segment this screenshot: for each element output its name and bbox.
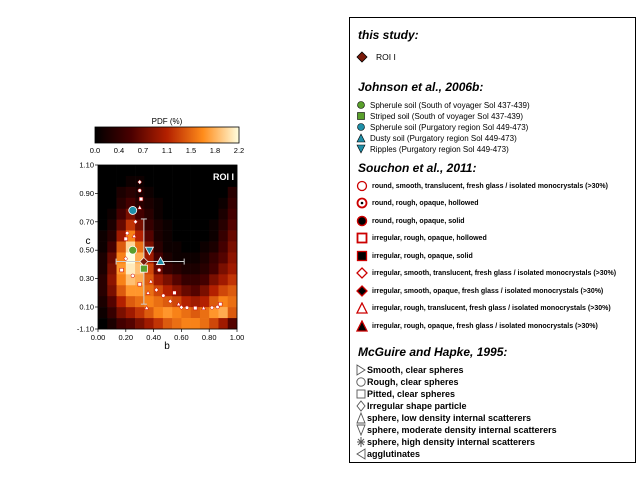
colorbar-tick-label: 2.2 [233, 146, 245, 155]
heat-cell [209, 220, 219, 231]
legend-item-roi [356, 51, 396, 63]
heat-cell [126, 285, 136, 296]
heat-cell [107, 176, 117, 187]
heat-cell [181, 242, 191, 253]
heat-cell [209, 252, 219, 263]
heat-cell [154, 318, 164, 329]
heat-cell [191, 296, 201, 307]
heat-cell [209, 231, 219, 242]
spherule-soil-purgatory-point [129, 206, 137, 214]
heat-cell [200, 285, 210, 296]
y-tick-label: 0.70 [79, 217, 94, 227]
legend-souchon-title: Souchon et al., 2011: [358, 161, 477, 175]
legend-item-label: Dusty soil (Purgatory region Sol 449-473) [370, 133, 517, 143]
legend-item-label: irregular, rough, translucent, fresh glass / isolated monocrystals (>30%) [372, 304, 611, 312]
reference-point [138, 282, 142, 286]
heat-cell [117, 285, 127, 296]
legend-item-label: round, rough, opaque, solid [372, 217, 465, 225]
legend-item-label: ROI I [376, 52, 396, 62]
legend-item-label: round, rough, opaque, hollowed [372, 199, 479, 207]
reference-point [139, 197, 143, 201]
red-black-triangle-icon [356, 320, 368, 332]
legend-item-label: Rough, clear spheres [367, 377, 459, 387]
legend-item-mcguire-3 [356, 388, 455, 400]
heat-cell [117, 318, 127, 329]
heat-cell [191, 187, 201, 198]
heat-cell [209, 318, 219, 329]
red-black-diamond-icon [356, 285, 368, 297]
y-tick-label: 0.10 [79, 302, 94, 312]
heat-cell [163, 198, 173, 209]
heat-cell [191, 285, 201, 296]
heat-cell [209, 263, 219, 274]
heat-cell [144, 220, 154, 231]
legend-item-souchon-4 [356, 232, 487, 244]
heat-cell [154, 274, 164, 285]
heat-cell [200, 252, 210, 263]
heat-cell [126, 307, 136, 318]
heat-cell [144, 176, 154, 187]
legend-item-souchon-1 [356, 180, 608, 192]
red-open-square-icon [356, 232, 368, 244]
y-tick-label: -1.10 [76, 324, 94, 334]
heat-cell [117, 274, 127, 285]
heat-cell [154, 165, 164, 176]
legend-item-mcguire-8 [356, 448, 420, 460]
heat-cell [181, 285, 191, 296]
heat-cell [228, 263, 238, 274]
heat-cell [200, 263, 210, 274]
green-circle-icon [356, 100, 366, 110]
heat-cell [172, 263, 182, 274]
heat-cell [98, 318, 108, 329]
heat-cell [107, 263, 117, 274]
heat-cell [218, 209, 228, 220]
y-ticks [77, 161, 98, 334]
heat-cell [163, 220, 173, 231]
red-black-square-icon [356, 250, 368, 262]
heat-cell [200, 274, 210, 285]
heat-cell [191, 318, 201, 329]
heat-cell [154, 209, 164, 220]
heat-cell [200, 209, 210, 220]
triangle-up-icon [356, 412, 366, 424]
heat-cell [228, 296, 238, 307]
legend-item-label: Striped soil (South of voyager Sol 437-439) [370, 111, 523, 121]
heat-cell [191, 242, 201, 253]
heat-cell [172, 318, 182, 329]
heat-cell [117, 198, 127, 209]
heat-cell [107, 231, 117, 242]
legend-mcguire-title: McGuire and Hapke, 1995: [358, 345, 508, 359]
triangle-down-icon [356, 424, 366, 436]
heat-cell [154, 231, 164, 242]
spherule-soil-south-point [129, 246, 137, 254]
heat-cell [191, 274, 201, 285]
x-tick-label: 0.40 [146, 333, 161, 342]
legend-item-mcguire-6 [356, 424, 557, 436]
heat-cell [154, 176, 164, 187]
x-axis-label: b [164, 341, 170, 352]
reference-point [124, 237, 128, 241]
heat-cell [144, 274, 154, 285]
heat-cell [181, 318, 191, 329]
heat-cell [200, 220, 210, 231]
heat-cell [144, 165, 154, 176]
heat-cell [107, 209, 117, 220]
heat-cell [126, 165, 136, 176]
heat-cell [144, 285, 154, 296]
heat-cell [98, 209, 108, 220]
reference-point [157, 268, 161, 272]
heat-cell [163, 318, 173, 329]
heat-cell [135, 165, 145, 176]
legend-item-souchon-2 [356, 197, 479, 209]
heat-cell [163, 274, 173, 285]
heat-cell [98, 198, 108, 209]
x-tick-label: 0.00 [90, 333, 106, 342]
heat-cell [117, 209, 127, 220]
heat-cell [209, 209, 219, 220]
x-tick-label: 0.80 [201, 333, 217, 342]
heat-cell [181, 263, 191, 274]
teal-triangle-up-icon [356, 133, 366, 143]
legend-item-label: irregular, rough, opaque, solid [372, 252, 473, 260]
heat-cell [172, 307, 182, 318]
legend-item-souchon-3 [356, 215, 465, 227]
heat-cell [172, 209, 182, 220]
heat-cell [107, 274, 117, 285]
heat-cell [218, 274, 228, 285]
heat-cell [209, 198, 219, 209]
heat-cell [154, 307, 164, 318]
heat-cell [181, 198, 191, 209]
heat-cell [191, 209, 201, 220]
legend-item-label: irregular, smooth, translucent, fresh glass / isolated monocrystals (>30%) [372, 269, 617, 277]
legend-item-souchon-8 [356, 302, 611, 314]
heat-cell [218, 252, 228, 263]
colorbar-tick-label: 0.4 [113, 146, 125, 155]
heat-cell [107, 307, 117, 318]
heat-cell [107, 242, 117, 253]
heat-cell [228, 220, 238, 231]
heat-cell [218, 198, 228, 209]
colorbar-tick-label: 1.1 [161, 146, 173, 155]
heat-cell [200, 198, 210, 209]
heat-cell [172, 176, 182, 187]
legend-item-label: sphere, low density internal scatterers [367, 413, 532, 423]
reference-point [131, 274, 135, 278]
heat-cell [172, 187, 182, 198]
heat-cell [200, 242, 210, 253]
heat-cell [200, 318, 210, 329]
heat-cell [107, 220, 117, 231]
heat-cell [135, 285, 145, 296]
heat-cell [228, 198, 238, 209]
teal-circle-icon [356, 122, 366, 132]
open-diamond-icon [356, 400, 366, 412]
heat-cell [218, 318, 228, 329]
reference-point [125, 231, 129, 235]
heat-cell [163, 209, 173, 220]
heat-cell [163, 165, 173, 176]
heat-cell [181, 296, 191, 307]
heat-cell [209, 285, 219, 296]
heat-cell [172, 198, 182, 209]
heat-cell [107, 285, 117, 296]
red-open-triangle-icon [356, 302, 368, 314]
heat-cell [191, 198, 201, 209]
legend-item-label: Ripples (Purgatory region Sol 449-473) [370, 144, 509, 154]
heat-cell [126, 318, 136, 329]
legend-item-label: Spherule soil (Purgatory region Sol 449-473) [370, 122, 529, 132]
heat-cell [98, 176, 108, 187]
heat-cell [228, 242, 238, 253]
heat-cell [144, 187, 154, 198]
heat-cell [200, 296, 210, 307]
reference-point [219, 302, 223, 306]
heat-cell [135, 231, 145, 242]
heat-cell [228, 187, 238, 198]
reference-point [120, 268, 124, 272]
colorbar-ticks [90, 146, 244, 155]
heat-cell [107, 252, 117, 263]
heat-cell [98, 285, 108, 296]
colorbar-tick-label: 1.5 [185, 146, 197, 155]
legend-item-mcguire-1 [356, 364, 464, 376]
colorbar [95, 127, 239, 143]
legend-johnson-title: Johnson et al., 2006b: [358, 80, 484, 94]
open-square-icon [356, 388, 366, 400]
heat-cell [163, 231, 173, 242]
reference-point [162, 294, 166, 298]
colorbar-label: PDF (%) [151, 117, 183, 126]
heat-cell [154, 187, 164, 198]
heat-cell [228, 252, 238, 263]
heat-cell [117, 242, 127, 253]
colorbar-tick-label: 1.8 [209, 146, 221, 155]
heat-cell [200, 176, 210, 187]
heat-cell [98, 231, 108, 242]
heat-cell [126, 296, 136, 307]
heat-cell [209, 187, 219, 198]
heat-cell [117, 176, 127, 187]
heat-cell [218, 187, 228, 198]
legend-item-label: Spherule soil (South of voyager Sol 437-439) [370, 100, 530, 110]
heat-cell [172, 274, 182, 285]
y-tick-label: 0.30 [79, 274, 94, 284]
heat-cell [126, 187, 136, 198]
x-tick-label: 1.00 [229, 333, 245, 342]
heat-cell [135, 307, 145, 318]
colorbar-tick-label: 0.0 [89, 146, 101, 155]
teal-triangle-down-icon [356, 144, 366, 154]
x-tick-label: 0.60 [174, 333, 189, 342]
heat-cell [228, 285, 238, 296]
heat-cell [117, 307, 127, 318]
heat-cell [98, 242, 108, 253]
heat-cell [228, 231, 238, 242]
red-black-circle-icon [356, 215, 368, 227]
heat-cell [117, 296, 127, 307]
heat-cell [191, 220, 201, 231]
heat-cell [107, 198, 117, 209]
heat-cell [191, 165, 201, 176]
y-tick-label: 0.90 [79, 188, 94, 198]
heat-cell [181, 176, 191, 187]
heat-cell [218, 285, 228, 296]
legend-item-label: agglutinates [367, 449, 421, 459]
heat-cell [107, 318, 117, 329]
legend-item-souchon-5 [356, 250, 473, 262]
heat-cell [218, 220, 228, 231]
legend-item-mcguire-5 [356, 412, 531, 424]
heat-cell [126, 176, 136, 187]
heat-cell [144, 318, 154, 329]
heat-cell [117, 165, 127, 176]
heat-cell [163, 187, 173, 198]
heat-cell [117, 220, 127, 231]
heat-cell [144, 209, 154, 220]
heat-cell [228, 318, 238, 329]
legend-item-label: sphere, high density internal scatterers [367, 437, 536, 447]
heatmap-cells [98, 165, 237, 329]
heat-cell [228, 307, 238, 318]
heat-cell [126, 263, 136, 274]
triangle-left-icon [356, 448, 366, 460]
heat-cell [200, 187, 210, 198]
heat-cell [228, 274, 238, 285]
legend-item-label: irregular, rough, opaque, fresh glass / isolated monocrystals (>30%) [372, 322, 598, 330]
legend-item-label: sphere, moderate density internal scatterers [367, 425, 557, 435]
y-tick-label: 0.50 [79, 245, 94, 255]
heat-cell [191, 263, 201, 274]
green-square-icon [356, 111, 366, 121]
heat-cell [172, 231, 182, 242]
heat-cell [98, 296, 108, 307]
heat-cell [191, 231, 201, 242]
legend-item-souchon-9 [356, 320, 598, 332]
legend-item-mcguire-7 [356, 436, 535, 448]
heat-cell [98, 274, 108, 285]
reference-point [173, 291, 177, 295]
heat-cell [107, 296, 117, 307]
legend-item-label: Irregular shape particle [367, 401, 467, 411]
heat-cell [209, 274, 219, 285]
heat-cell [191, 176, 201, 187]
heat-cell [135, 296, 145, 307]
heat-cell [144, 296, 154, 307]
heat-cell [154, 242, 164, 253]
legend-item-label: Smooth, clear spheres [367, 365, 464, 375]
heat-cell [98, 220, 108, 231]
heat-cell [172, 165, 182, 176]
heat-cell [98, 187, 108, 198]
heat-cell [107, 165, 117, 176]
legend-this-study-title: this study: [358, 28, 419, 42]
heat-cell [163, 263, 173, 274]
heat-cell [218, 263, 228, 274]
heat-cell [181, 165, 191, 176]
plot-title: ROI I [212, 172, 234, 182]
heat-cell [144, 231, 154, 242]
heat-cell [228, 209, 238, 220]
heat-cell [218, 242, 228, 253]
heat-cell [181, 209, 191, 220]
red-diamond-icon [356, 51, 368, 63]
heat-cell [191, 252, 201, 263]
legend-item-label: Pitted, clear spheres [367, 389, 456, 399]
open-circle-icon [356, 376, 366, 388]
heat-cell [154, 220, 164, 231]
heat-cell [154, 198, 164, 209]
triangle-right-icon [356, 364, 366, 376]
heat-cell [135, 318, 145, 329]
heat-cell [163, 176, 173, 187]
legend-item-johnson-5 [356, 143, 509, 155]
legend-item-mcguire-4 [356, 400, 467, 412]
red-open-diamond-icon [356, 267, 368, 279]
heat-cell [163, 307, 173, 318]
legend-item-souchon-7 [356, 285, 603, 297]
heat-cell [181, 274, 191, 285]
heat-cell [144, 198, 154, 209]
heat-cell [172, 242, 182, 253]
asterisk-icon [356, 436, 366, 448]
legend-item-label: round, smooth, translucent, fresh glass / isolated monocrystals (>30%) [372, 182, 608, 190]
red-open-circle-icon [356, 180, 368, 192]
y-tick-label: 1.10 [79, 160, 94, 170]
reference-point [138, 189, 142, 193]
heat-cell [98, 165, 108, 176]
heat-cell [98, 263, 108, 274]
heat-cell [200, 165, 210, 176]
heat-cell [181, 231, 191, 242]
legend-item-souchon-6 [356, 267, 616, 279]
colorbar-tick-label: 0.7 [137, 146, 149, 155]
striped-soil-point [140, 265, 147, 272]
legend-item-label: irregular, smooth, opaque, fresh glass / isolated monocrystals (>30%) [372, 287, 604, 295]
heat-cell [172, 220, 182, 231]
legend-panel [349, 17, 636, 463]
heat-cell [200, 231, 210, 242]
heat-cell [107, 187, 117, 198]
reference-point [194, 306, 198, 310]
heat-cell [218, 231, 228, 242]
heat-cell [154, 296, 164, 307]
x-tick-label: 0.20 [118, 333, 134, 342]
reference-point [185, 306, 189, 310]
legend-item-mcguire-2 [356, 376, 459, 388]
heat-cell [117, 187, 127, 198]
red-dot-circle-icon [356, 197, 368, 209]
heat-cell [98, 252, 108, 263]
legend-item-label: irregular, rough, opaque, hollowed [372, 234, 487, 242]
heat-cell [163, 242, 173, 253]
heat-cell [218, 307, 228, 318]
y-axis-label: c [85, 236, 91, 247]
heat-cell [181, 187, 191, 198]
heat-cell [209, 242, 219, 253]
heat-cell [98, 307, 108, 318]
heat-cell [181, 220, 191, 231]
